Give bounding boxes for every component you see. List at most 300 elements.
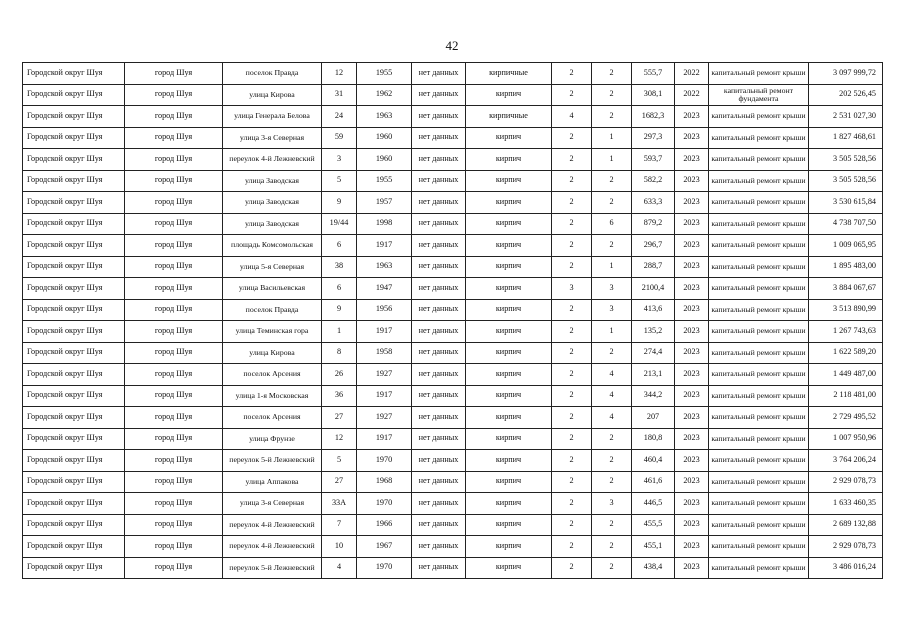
cell-entrances: 1	[592, 256, 632, 278]
cell-district: Городской округ Шуя	[23, 235, 125, 257]
cell-house-number: 9	[322, 299, 357, 321]
cell-area: 180,8	[632, 428, 675, 450]
cell-street: переулок 4-й Лежневский	[223, 536, 322, 558]
cell-plan-year: 2023	[675, 127, 709, 149]
table-row	[23, 471, 883, 493]
cell-street: улица Генерала Белова	[223, 106, 322, 128]
cell-entrances: 2	[592, 84, 632, 106]
cell-city: город Шуя	[125, 84, 223, 106]
cell-district: Городской округ Шуя	[23, 428, 125, 450]
cell-wall-material: кирпич	[466, 536, 552, 558]
cell-house-number: 9	[322, 192, 357, 214]
cell-city: город Шуя	[125, 192, 223, 214]
table-row	[23, 342, 883, 364]
cell-cost: 3 097 999,72	[809, 63, 883, 85]
table-row	[23, 213, 883, 235]
cell-area: 446,5	[632, 493, 675, 515]
cell-city: город Шуя	[125, 471, 223, 493]
cell-status: нет данных	[412, 493, 466, 515]
table-row	[23, 84, 883, 106]
cell-wall-material: кирпич	[466, 407, 552, 429]
cell-work-type: капитальный ремонт крыши	[709, 342, 809, 364]
cell-entrances: 2	[592, 342, 632, 364]
table-row	[23, 63, 883, 85]
cell-floors: 4	[552, 106, 592, 128]
cell-city: город Шуя	[125, 514, 223, 536]
cell-status: нет данных	[412, 299, 466, 321]
cell-street: поселок Правда	[223, 299, 322, 321]
cell-city: город Шуя	[125, 450, 223, 472]
cell-status: нет данных	[412, 364, 466, 386]
cell-area: 582,2	[632, 170, 675, 192]
cell-work-type: капитальный ремонт крыши	[709, 450, 809, 472]
cell-entrances: 2	[592, 428, 632, 450]
cell-wall-material: кирпич	[466, 385, 552, 407]
cell-build-year: 1927	[357, 407, 412, 429]
cell-house-number: 27	[322, 471, 357, 493]
table-row	[23, 278, 883, 300]
cell-floors: 2	[552, 493, 592, 515]
cell-city: город Шуя	[125, 536, 223, 558]
cell-status: нет данных	[412, 471, 466, 493]
cell-area: 879,2	[632, 213, 675, 235]
cell-city: город Шуя	[125, 364, 223, 386]
cell-status: нет данных	[412, 127, 466, 149]
cell-floors: 2	[552, 192, 592, 214]
cell-status: нет данных	[412, 278, 466, 300]
cell-area: 207	[632, 407, 675, 429]
cell-build-year: 1958	[357, 342, 412, 364]
cell-district: Городской округ Шуя	[23, 149, 125, 171]
cell-plan-year: 2023	[675, 450, 709, 472]
cell-wall-material: кирпич	[466, 493, 552, 515]
cell-city: город Шуя	[125, 106, 223, 128]
cell-city: город Шуя	[125, 321, 223, 343]
cell-cost: 3 884 067,67	[809, 278, 883, 300]
table-row	[23, 256, 883, 278]
cell-entrances: 1	[592, 127, 632, 149]
cell-area: 555,7	[632, 63, 675, 85]
cell-house-number: 6	[322, 235, 357, 257]
cell-status: нет данных	[412, 256, 466, 278]
cell-work-type: капитальный ремонт крыши	[709, 471, 809, 493]
cell-floors: 2	[552, 385, 592, 407]
cell-wall-material: кирпич	[466, 342, 552, 364]
cell-house-number: 10	[322, 536, 357, 558]
cell-plan-year: 2023	[675, 407, 709, 429]
cell-floors: 2	[552, 364, 592, 386]
cell-build-year: 1957	[357, 192, 412, 214]
cell-plan-year: 2023	[675, 256, 709, 278]
cell-floors: 2	[552, 342, 592, 364]
cell-entrances: 2	[592, 170, 632, 192]
cell-wall-material: кирпич	[466, 149, 552, 171]
cell-build-year: 1960	[357, 127, 412, 149]
cell-build-year: 1962	[357, 84, 412, 106]
cell-build-year: 1955	[357, 170, 412, 192]
cell-plan-year: 2023	[675, 557, 709, 579]
cell-entrances: 3	[592, 493, 632, 515]
cell-work-type: капитальный ремонт фундамента	[709, 84, 809, 106]
cell-status: нет данных	[412, 170, 466, 192]
cell-status: нет данных	[412, 428, 466, 450]
cell-entrances: 2	[592, 450, 632, 472]
cell-street: улица 1-я Московская	[223, 385, 322, 407]
cell-build-year: 1927	[357, 364, 412, 386]
cell-house-number: 7	[322, 514, 357, 536]
cell-area: 308,1	[632, 84, 675, 106]
cell-cost: 2 118 481,00	[809, 385, 883, 407]
cell-work-type: капитальный ремонт крыши	[709, 63, 809, 85]
cell-cost: 1 009 065,95	[809, 235, 883, 257]
cell-street: улица Заводская	[223, 192, 322, 214]
cell-district: Городской округ Шуя	[23, 256, 125, 278]
cell-entrances: 2	[592, 536, 632, 558]
cell-plan-year: 2022	[675, 84, 709, 106]
cell-city: город Шуя	[125, 342, 223, 364]
cell-floors: 2	[552, 235, 592, 257]
cell-wall-material: кирпич	[466, 84, 552, 106]
cell-city: город Шуя	[125, 278, 223, 300]
cell-street: улица Кирова	[223, 342, 322, 364]
cell-area: 296,7	[632, 235, 675, 257]
cell-build-year: 1998	[357, 213, 412, 235]
cell-wall-material: кирпич	[466, 557, 552, 579]
cell-work-type: капитальный ремонт крыши	[709, 256, 809, 278]
cell-cost: 1 007 950,96	[809, 428, 883, 450]
cell-wall-material: кирпич	[466, 514, 552, 536]
cell-house-number: 12	[322, 428, 357, 450]
cell-house-number: 3	[322, 149, 357, 171]
cell-floors: 2	[552, 321, 592, 343]
cell-status: нет данных	[412, 385, 466, 407]
cell-house-number: 38	[322, 256, 357, 278]
table-row	[23, 407, 883, 429]
cell-floors: 2	[552, 63, 592, 85]
cell-area: 297,3	[632, 127, 675, 149]
cell-cost: 1 633 460,35	[809, 493, 883, 515]
table-row	[23, 149, 883, 171]
cell-area: 593,7	[632, 149, 675, 171]
cell-cost: 3 764 206,24	[809, 450, 883, 472]
cell-plan-year: 2023	[675, 106, 709, 128]
cell-house-number: 36	[322, 385, 357, 407]
cell-cost: 3 505 528,56	[809, 170, 883, 192]
cell-area: 633,3	[632, 192, 675, 214]
cell-cost: 2 729 495,52	[809, 407, 883, 429]
cell-build-year: 1917	[357, 235, 412, 257]
cell-build-year: 1970	[357, 557, 412, 579]
cell-street: улица Фрунзе	[223, 428, 322, 450]
cell-floors: 2	[552, 471, 592, 493]
cell-district: Городской округ Шуя	[23, 557, 125, 579]
cell-entrances: 2	[592, 514, 632, 536]
cell-floors: 2	[552, 450, 592, 472]
cell-entrances: 1	[592, 149, 632, 171]
table-row	[23, 493, 883, 515]
cell-build-year: 1963	[357, 256, 412, 278]
cell-cost: 3 486 016,24	[809, 557, 883, 579]
cell-build-year: 1917	[357, 321, 412, 343]
table-row	[23, 321, 883, 343]
table-row	[23, 514, 883, 536]
cell-work-type: капитальный ремонт крыши	[709, 170, 809, 192]
cell-house-number: 6	[322, 278, 357, 300]
cell-work-type: капитальный ремонт крыши	[709, 235, 809, 257]
cell-district: Городской округ Шуя	[23, 321, 125, 343]
cell-wall-material: кирпич	[466, 170, 552, 192]
cell-cost: 1 267 743,63	[809, 321, 883, 343]
cell-city: город Шуя	[125, 213, 223, 235]
cell-floors: 2	[552, 213, 592, 235]
cell-district: Городской округ Шуя	[23, 299, 125, 321]
cell-work-type: капитальный ремонт крыши	[709, 213, 809, 235]
table-row	[23, 192, 883, 214]
cell-work-type: капитальный ремонт крыши	[709, 192, 809, 214]
cell-district: Городской округ Шуя	[23, 471, 125, 493]
cell-area: 213,1	[632, 364, 675, 386]
cell-district: Городской округ Шуя	[23, 493, 125, 515]
cell-plan-year: 2023	[675, 364, 709, 386]
cell-city: город Шуя	[125, 493, 223, 515]
cell-street: переулок 5-й Лежневский	[223, 450, 322, 472]
cell-area: 288,7	[632, 256, 675, 278]
cell-wall-material: кирпич	[466, 213, 552, 235]
cell-work-type: капитальный ремонт крыши	[709, 278, 809, 300]
cell-entrances: 3	[592, 299, 632, 321]
cell-status: нет данных	[412, 342, 466, 364]
cell-area: 1682,3	[632, 106, 675, 128]
cell-status: нет данных	[412, 84, 466, 106]
cell-area: 274,4	[632, 342, 675, 364]
table-row	[23, 536, 883, 558]
cell-floors: 2	[552, 149, 592, 171]
cell-status: нет данных	[412, 536, 466, 558]
cell-wall-material: кирпич	[466, 450, 552, 472]
cell-city: город Шуя	[125, 299, 223, 321]
cell-area: 461,6	[632, 471, 675, 493]
cell-wall-material: кирпичные	[466, 106, 552, 128]
cell-floors: 2	[552, 299, 592, 321]
cell-entrances: 4	[592, 364, 632, 386]
cell-house-number: 1	[322, 321, 357, 343]
cell-wall-material: кирпич	[466, 192, 552, 214]
cell-area: 344,2	[632, 385, 675, 407]
cell-city: город Шуя	[125, 407, 223, 429]
cell-city: город Шуя	[125, 63, 223, 85]
cell-entrances: 2	[592, 235, 632, 257]
cell-street: площадь Комсомольская	[223, 235, 322, 257]
cell-cost: 202 526,45	[809, 84, 883, 106]
cell-status: нет данных	[412, 407, 466, 429]
cell-house-number: 5	[322, 170, 357, 192]
cell-build-year: 1970	[357, 450, 412, 472]
cell-district: Городской округ Шуя	[23, 407, 125, 429]
cell-floors: 2	[552, 170, 592, 192]
cell-district: Городской округ Шуя	[23, 127, 125, 149]
cell-district: Городской округ Шуя	[23, 63, 125, 85]
cell-wall-material: кирпич	[466, 127, 552, 149]
cell-plan-year: 2023	[675, 428, 709, 450]
cell-city: город Шуя	[125, 428, 223, 450]
cell-plan-year: 2023	[675, 471, 709, 493]
cell-district: Городской округ Шуя	[23, 536, 125, 558]
cell-work-type: капитальный ремонт крыши	[709, 127, 809, 149]
buildings-table	[22, 62, 883, 579]
cell-entrances: 2	[592, 557, 632, 579]
cell-build-year: 1963	[357, 106, 412, 128]
cell-floors: 2	[552, 407, 592, 429]
table-body	[23, 63, 883, 579]
table-row	[23, 385, 883, 407]
cell-cost: 3 513 890,99	[809, 299, 883, 321]
table-row	[23, 557, 883, 579]
cell-work-type: капитальный ремонт крыши	[709, 149, 809, 171]
cell-district: Городской округ Шуя	[23, 213, 125, 235]
cell-build-year: 1967	[357, 536, 412, 558]
cell-status: нет данных	[412, 235, 466, 257]
cell-plan-year: 2023	[675, 149, 709, 171]
cell-plan-year: 2023	[675, 493, 709, 515]
cell-district: Городской округ Шуя	[23, 385, 125, 407]
cell-status: нет данных	[412, 321, 466, 343]
cell-cost: 3 505 528,56	[809, 149, 883, 171]
cell-plan-year: 2023	[675, 192, 709, 214]
cell-floors: 2	[552, 514, 592, 536]
cell-street: улица Заводская	[223, 213, 322, 235]
cell-status: нет данных	[412, 106, 466, 128]
cell-street: улица Теминская гора	[223, 321, 322, 343]
table-row	[23, 106, 883, 128]
cell-build-year: 1968	[357, 471, 412, 493]
cell-area: 455,1	[632, 536, 675, 558]
cell-entrances: 2	[592, 192, 632, 214]
cell-area: 455,5	[632, 514, 675, 536]
cell-entrances: 4	[592, 407, 632, 429]
cell-work-type: капитальный ремонт крыши	[709, 557, 809, 579]
cell-cost: 1 622 589,20	[809, 342, 883, 364]
cell-area: 135,2	[632, 321, 675, 343]
cell-house-number: 4	[322, 557, 357, 579]
cell-build-year: 1960	[357, 149, 412, 171]
cell-entrances: 2	[592, 63, 632, 85]
cell-plan-year: 2023	[675, 170, 709, 192]
cell-work-type: капитальный ремонт крыши	[709, 514, 809, 536]
cell-entrances: 3	[592, 278, 632, 300]
cell-floors: 2	[552, 256, 592, 278]
cell-district: Городской округ Шуя	[23, 192, 125, 214]
table-row	[23, 235, 883, 257]
cell-street: поселок Арсения	[223, 407, 322, 429]
cell-street: улица Васильевская	[223, 278, 322, 300]
cell-wall-material: кирпич	[466, 364, 552, 386]
cell-floors: 2	[552, 127, 592, 149]
cell-status: нет данных	[412, 63, 466, 85]
cell-district: Городской округ Шуя	[23, 364, 125, 386]
cell-wall-material: кирпич	[466, 278, 552, 300]
cell-wall-material: кирпич	[466, 299, 552, 321]
cell-build-year: 1955	[357, 63, 412, 85]
cell-wall-material: кирпичные	[466, 63, 552, 85]
cell-district: Городской округ Шуя	[23, 514, 125, 536]
cell-house-number: 33А	[322, 493, 357, 515]
cell-work-type: капитальный ремонт крыши	[709, 385, 809, 407]
cell-city: город Шуя	[125, 170, 223, 192]
cell-cost: 1 449 487,00	[809, 364, 883, 386]
cell-status: нет данных	[412, 450, 466, 472]
cell-build-year: 1917	[357, 428, 412, 450]
cell-entrances: 6	[592, 213, 632, 235]
table-row	[23, 450, 883, 472]
cell-cost: 1 895 483,00	[809, 256, 883, 278]
cell-district: Городской округ Шуя	[23, 84, 125, 106]
cell-plan-year: 2023	[675, 514, 709, 536]
cell-district: Городской округ Шуя	[23, 450, 125, 472]
cell-house-number: 26	[322, 364, 357, 386]
cell-house-number: 5	[322, 450, 357, 472]
cell-house-number: 31	[322, 84, 357, 106]
cell-city: город Шуя	[125, 149, 223, 171]
cell-house-number: 24	[322, 106, 357, 128]
cell-street: улица 5-я Северная	[223, 256, 322, 278]
cell-city: город Шуя	[125, 127, 223, 149]
cell-floors: 2	[552, 536, 592, 558]
cell-status: нет данных	[412, 514, 466, 536]
cell-floors: 2	[552, 557, 592, 579]
cell-build-year: 1970	[357, 493, 412, 515]
cell-status: нет данных	[412, 192, 466, 214]
cell-status: нет данных	[412, 149, 466, 171]
cell-street: улица Заводская	[223, 170, 322, 192]
cell-plan-year: 2023	[675, 536, 709, 558]
cell-build-year: 1947	[357, 278, 412, 300]
cell-house-number: 12	[322, 63, 357, 85]
cell-street: улица Аппакова	[223, 471, 322, 493]
cell-district: Городской округ Шуя	[23, 278, 125, 300]
cell-cost: 2 531 027,30	[809, 106, 883, 128]
cell-cost: 2 689 132,88	[809, 514, 883, 536]
table-row	[23, 299, 883, 321]
cell-wall-material: кирпич	[466, 321, 552, 343]
cell-plan-year: 2023	[675, 235, 709, 257]
cell-work-type: капитальный ремонт крыши	[709, 299, 809, 321]
table-row	[23, 364, 883, 386]
cell-area: 460,4	[632, 450, 675, 472]
cell-plan-year: 2023	[675, 213, 709, 235]
cell-wall-material: кирпич	[466, 428, 552, 450]
cell-cost: 2 929 078,73	[809, 536, 883, 558]
cell-cost: 1 827 468,61	[809, 127, 883, 149]
cell-entrances: 4	[592, 385, 632, 407]
cell-work-type: капитальный ремонт крыши	[709, 493, 809, 515]
cell-street: поселок Арсения	[223, 364, 322, 386]
cell-house-number: 8	[322, 342, 357, 364]
cell-floors: 3	[552, 278, 592, 300]
cell-house-number: 19/44	[322, 213, 357, 235]
cell-status: нет данных	[412, 557, 466, 579]
cell-street: улица Кирова	[223, 84, 322, 106]
cell-work-type: капитальный ремонт крыши	[709, 536, 809, 558]
cell-district: Городской округ Шуя	[23, 170, 125, 192]
cell-plan-year: 2023	[675, 385, 709, 407]
cell-street: переулок 4-й Лежневский	[223, 149, 322, 171]
cell-district: Городской округ Шуя	[23, 106, 125, 128]
cell-work-type: капитальный ремонт крыши	[709, 106, 809, 128]
cell-wall-material: кирпич	[466, 256, 552, 278]
table-row	[23, 428, 883, 450]
cell-build-year: 1917	[357, 385, 412, 407]
cell-build-year: 1966	[357, 514, 412, 536]
